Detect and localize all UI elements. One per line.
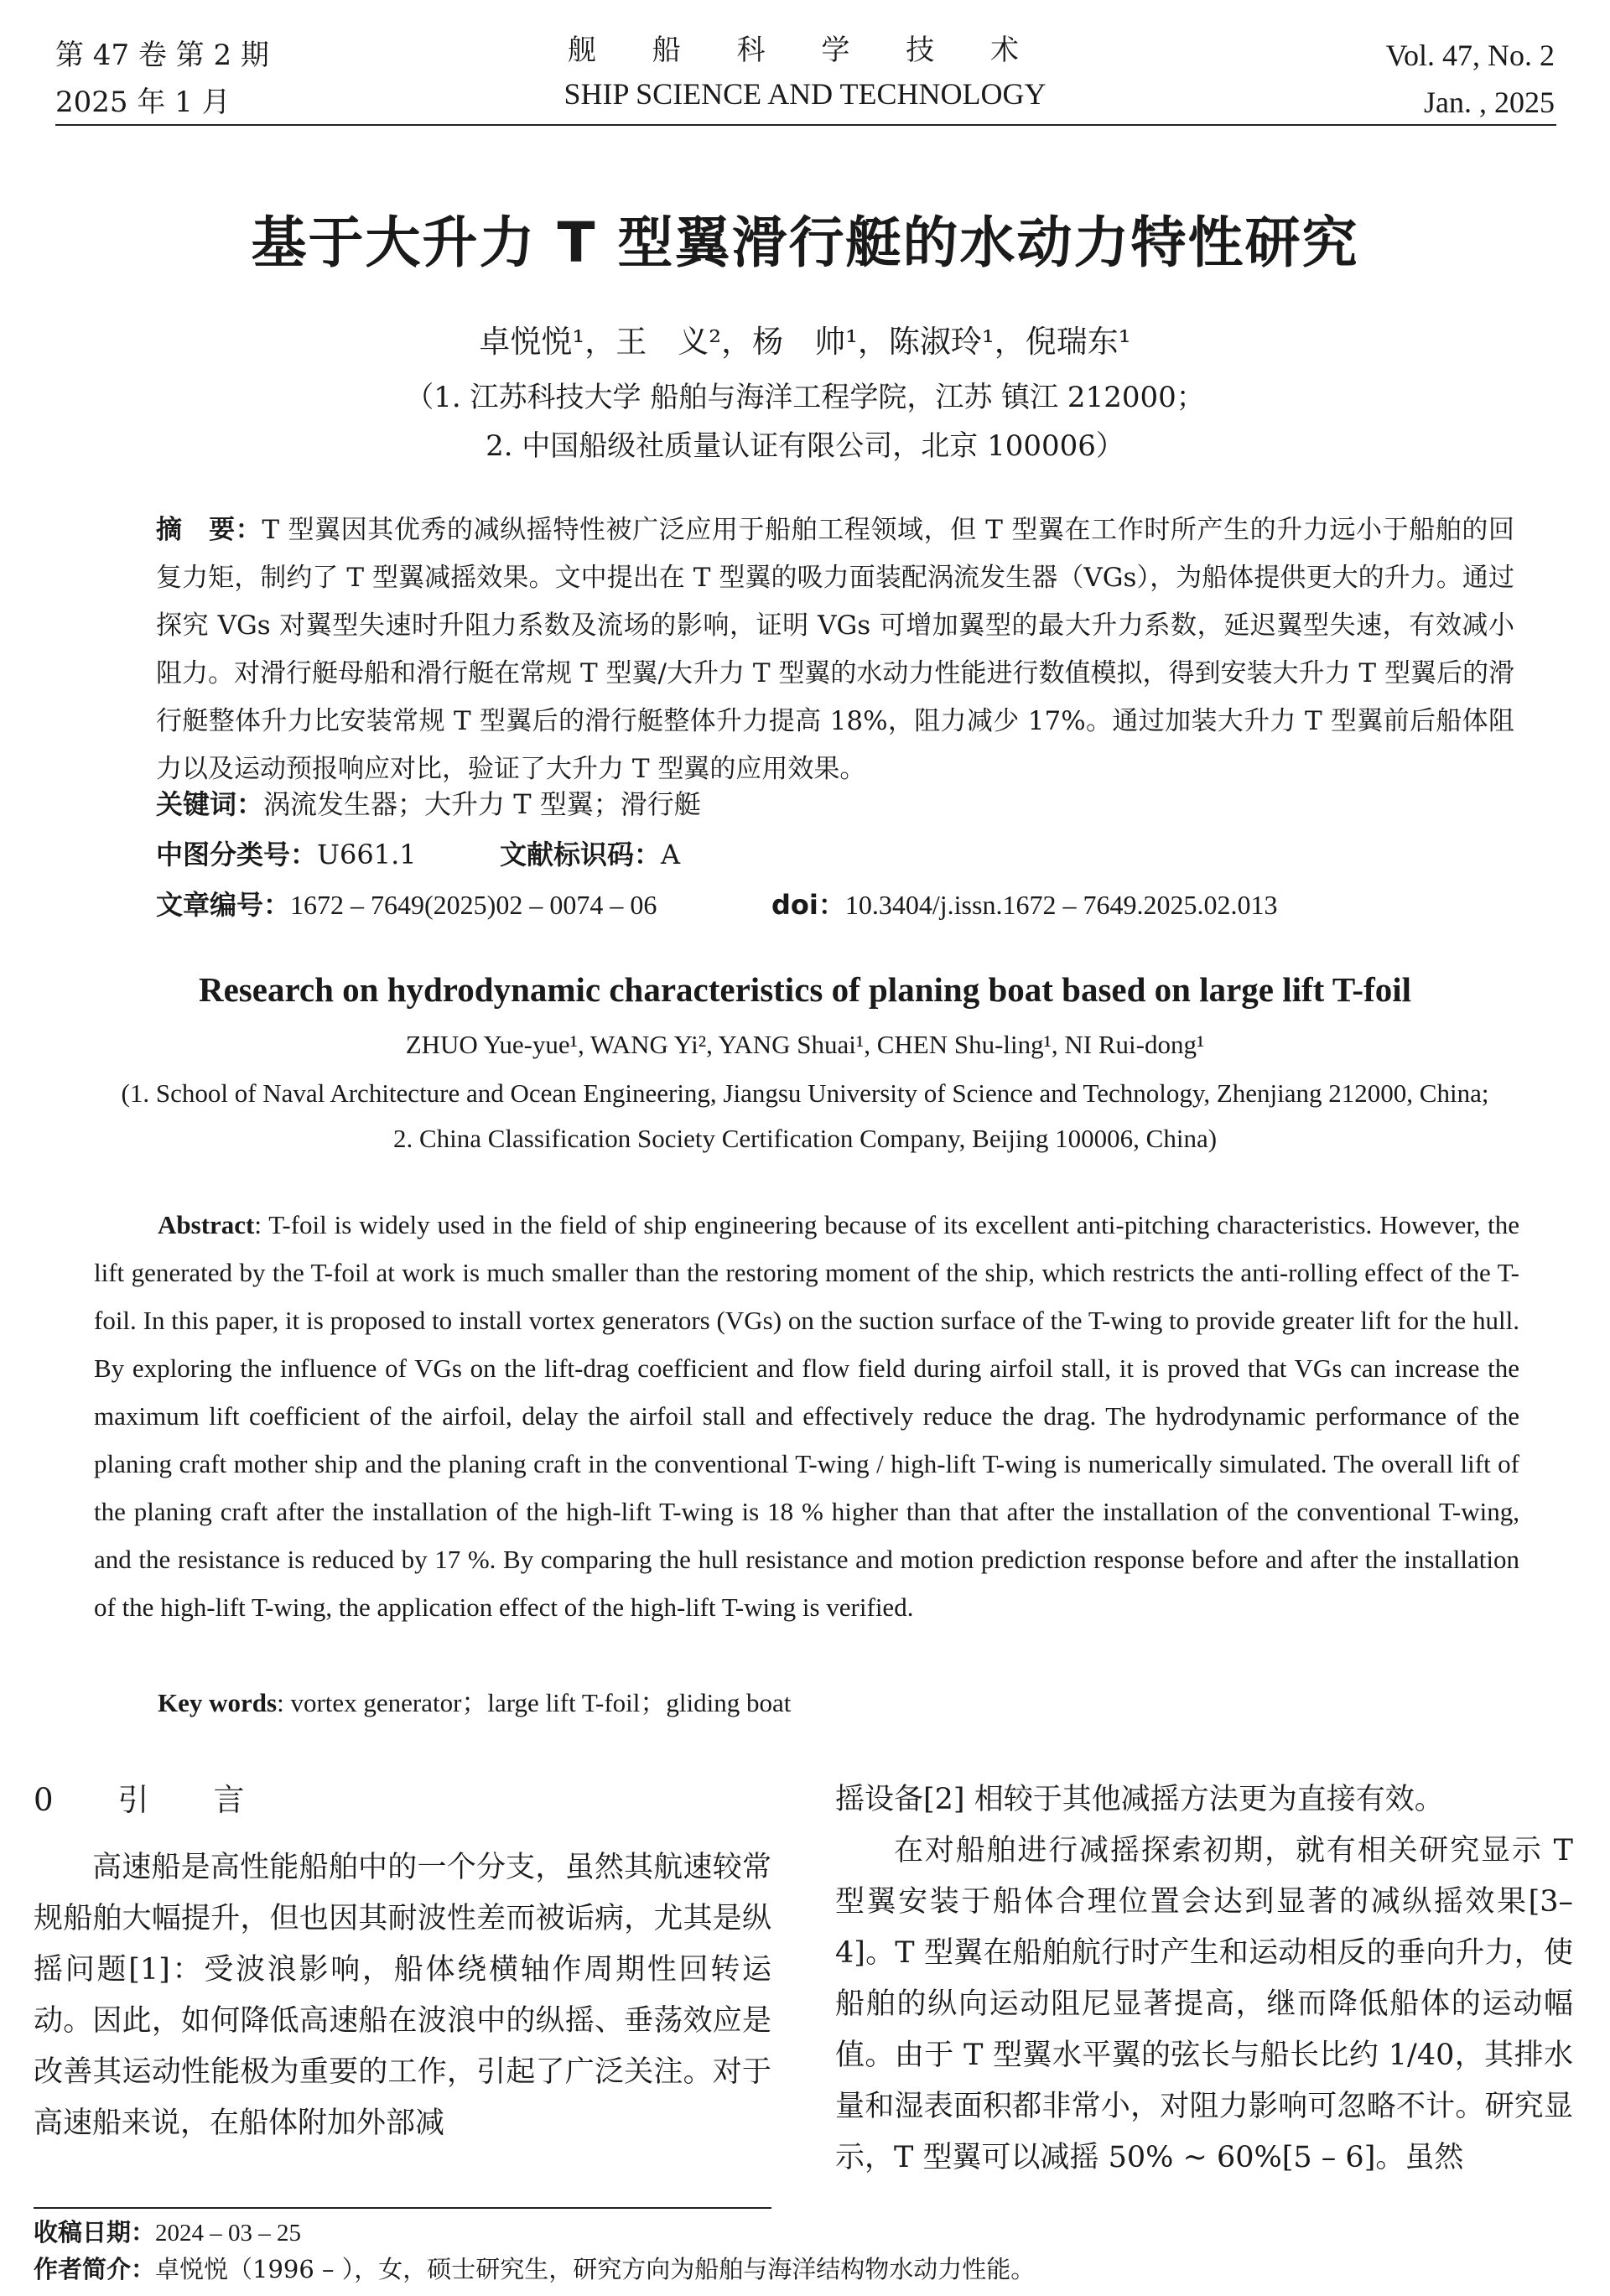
article-number (156, 880, 657, 929)
volume-cn: 第 47 卷 第 2 期 (55, 39, 269, 72)
abstract-cn-label: 摘 要： (156, 515, 262, 545)
footnote-rule (34, 2207, 771, 2209)
authors-cn: 卓悦悦¹，王 义²，杨 帅¹，陈淑玲¹，倪瑞东¹ (479, 324, 1131, 360)
abstract-en (94, 1201, 1519, 1631)
body-paragraph: 在对船舶进行减摇探索初期，就有相关研究显示 T 型翼安装于船体合理位置会达到显著的减纵摇效果[3–4]。T 型翼在船舶航行时产生和运动相反的垂向升力，使船舶的纵向运动阻尼显著提高，继而降低船体的运动幅值。由于 T 型翼水平翼的弦长与船长比约 1/40，其排水量和湿表面积都非常小，对阻力影响可忽略不计。研究显示，T 型翼可以减摇 50% ~ 60%[5 – 6]。虽然 (835, 1834, 1573, 2174)
journal-name-cn: 舰 船 科 学 技 术 (567, 34, 1043, 67)
paper-title-cn: 基于大升力 T 型翼滑行艇的水动力特性研究 (251, 210, 1359, 275)
received-value: 2024 – 03 – 25 (155, 2220, 302, 2247)
doc-code-label: 文献标识码： (500, 839, 662, 870)
doi-label: doi： (771, 889, 845, 921)
footnote-author (34, 2251, 1035, 2288)
footnote-received (34, 2214, 301, 2252)
date-cn: 2025 年 1 月 (55, 86, 231, 119)
keywords-cn (156, 780, 701, 829)
document-code (500, 830, 680, 879)
article-no-label: 文章编号： (156, 889, 291, 921)
volume-en: Vol. 47, No. 2 (1385, 39, 1555, 72)
right-column (835, 1774, 1573, 2184)
author-bio-value: 卓悦悦（1996 – ），女，硕士研究生，研究方向为船舶与海洋结构物水动力性能。 (155, 2255, 1036, 2283)
clc-label: 中图分类号： (156, 839, 318, 870)
doc-code-value: A (661, 839, 681, 870)
abstract-cn-text: T 型翼因其优秀的减纵摇特性被广泛应用于船舶工程领域，但 T 型翼在工作时所产生的升力远小于船舶的回复力矩，制约了 T 型翼减摇效果。文中提出在 T 型翼的吸力面装配涡流发生器（VGs），为船体提供更大的升力。通过探究 VGs 对翼型失速时升阻力系数及流场的影响，证明 VGs 可增加翼型的最大升力系数，延迟翼型失速，有效减小阻力。对滑行艇母船和滑行艇在常规 T 型翼/大升力 T 型翼的水动力性能进行数值模拟，得到安装大升力 T 型翼后的滑行艇整体升力比安装常规 T 型翼后的滑行艇整体升力提高 18%，阻力减少 17%。通过加装大升力 T 型翼前后船体阻力以及运动预报响应对比，验证了大升力 T 型翼的应用效果。 (156, 515, 1514, 784)
author-bio-label: 作者简介： (34, 2255, 156, 2283)
keywords-en (158, 1679, 1499, 1727)
doi (771, 880, 1277, 929)
affiliation-cn-2: 2. 中国船级社质量认证有限公司，北京 100006） (486, 429, 1124, 463)
doi-value: 10.3404/j.issn.1672 – 7649.2025.02.013 (844, 890, 1278, 920)
abstract-en-text: : T-foil is widely used in the field of ship engineering because of its excellent anti-pitching characteristics. However, the lift generated by the T-foil at work is much smaller than the restoring moment of the ship, which restricts the anti-rolling effect of the T-foil. In this paper, it is proposed to install vortex generators (VGs) on the suction surface of the T-wing to provide greater lift for the hull. By exploring the influence of VGs on the lift-drag coefficient and flow field during airfoil stall, it is proved that VGs can increase the maximum lift coefficient of the airfoil, delay the airfoil stall and effectively reduce the drag. The hydrodynamic performance of the planing craft mother ship and the planing craft in the conventional T-wing / high-lift T-wing is numerically simulated. The overall lift of the planing craft after the installation of the high-lift T-wing is 18 % higher than that after the installation of the conventional T-wing, and the resistance is reduced by 17 %. By comparing the hull resistance and motion prediction response before and after the installation of the high-lift T-wing, the application effect of the high-lift T-wing is verified. (94, 1210, 1519, 1622)
journal-name-en: SHIP SCIENCE AND TECHNOLOGY (564, 77, 1046, 111)
left-column (34, 1774, 771, 2149)
header-rule (55, 124, 1556, 126)
article-no-value: 1672 – 7649(2025)02 – 0074 – 06 (290, 890, 657, 920)
affiliation-cn-1: （1. 江苏科技大学 船舶与海洋工程学院，江苏 镇江 212000； (405, 381, 1205, 414)
abstract-cn (156, 506, 1514, 793)
keywords-en-text: : vortex generator；large lift T-foil；gliding boat (277, 1688, 792, 1717)
keywords-cn-text: 涡流发生器；大升力 T 型翼；滑行艇 (263, 788, 701, 820)
abstract-en-label: Abstract (158, 1210, 255, 1239)
body-paragraph: 高速船是高性能船舶中的一个分支，虽然其航速较常规船舶大幅提升，但也因其耐波性差而被诟病，尤其是纵摇问题[1]：受波浪影响，船体绕横轴作周期性回转运动。因此，如何降低高速船在波浪中的纵摇、垂荡效应是改善其运动性能极为重要的工作，引起了广泛关注。对于高速船来说，在船体附加外部减 (34, 1851, 771, 2140)
keywords-cn-label: 关键词： (156, 788, 264, 820)
affiliation-en-2: 2. China Classification Society Certification Company, Beijing 100006, China) (392, 1124, 1218, 1153)
date-en: Jan. , 2025 (1424, 86, 1555, 119)
received-label: 收稿日期： (34, 2218, 156, 2247)
clc-number (156, 830, 417, 879)
keywords-en-label: Key words (158, 1688, 278, 1717)
affiliation-en-1: (1. School of Naval Architecture and Ocean Engineering, Jiangsu University of Science and Technology, Zhenjiang 212000, China; (121, 1078, 1489, 1108)
header-right (1386, 32, 1555, 126)
section-heading-introduction: 0 引 言 (34, 1782, 262, 1818)
header-center (0, 29, 1610, 116)
paper-title-en: Research on hydrodynamic characteristics of planing boat based on large lift T-foil (198, 970, 1412, 1009)
clc-value: U661.1 (317, 839, 417, 870)
authors-en: ZHUO Yue-yue¹, WANG Yi², YANG Shuai¹, CHEN Shu-ling¹, NI Rui-dong¹ (405, 1030, 1205, 1059)
body-continuation: 摇设备[2] 相较于其他减摇方法更为直接有效。 (835, 1783, 1444, 1816)
